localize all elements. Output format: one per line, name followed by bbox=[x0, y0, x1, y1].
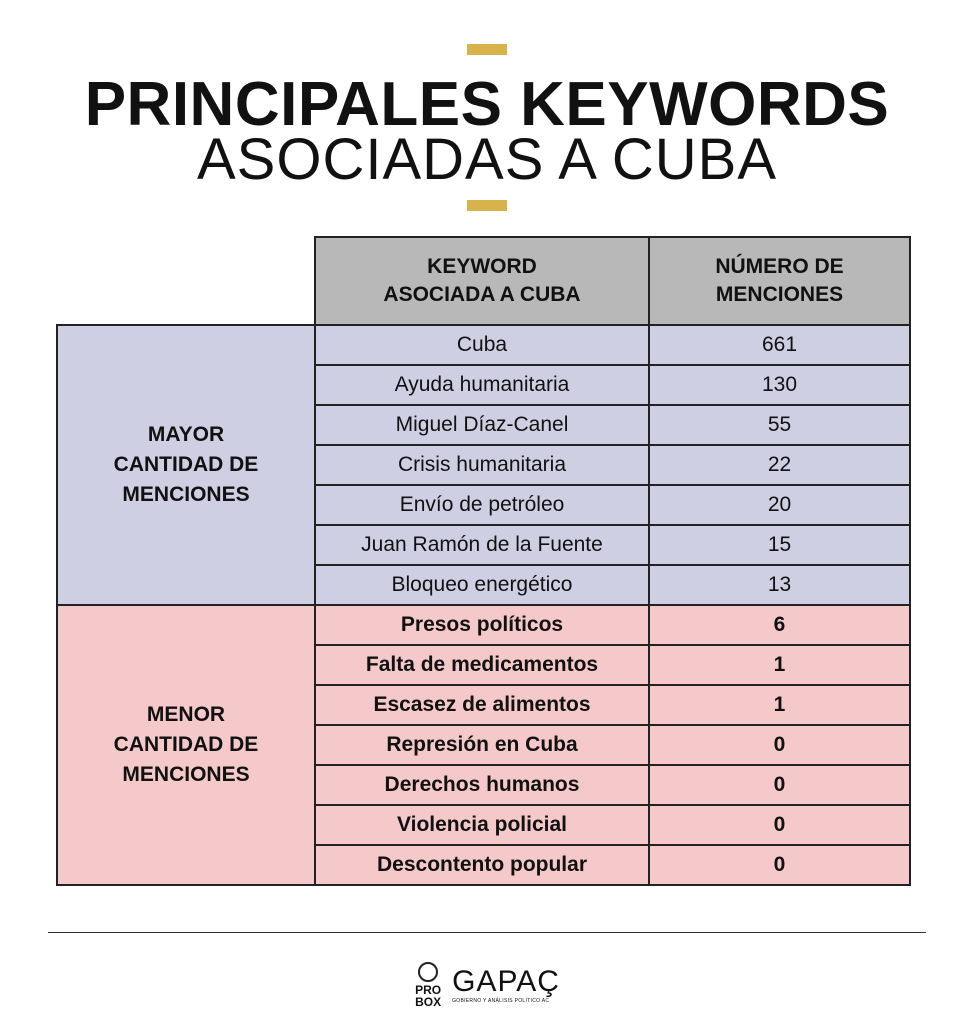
accent-bar-top bbox=[467, 44, 507, 55]
table-row bbox=[57, 605, 910, 645]
group-label-mayor: MAYOR CANTIDAD DE MENCIONES bbox=[57, 325, 315, 605]
probox-logo bbox=[414, 962, 442, 1008]
keyword-cell: Escasez de alimentos bbox=[315, 685, 649, 725]
mentions-cell: 13 bbox=[649, 565, 910, 605]
table-row bbox=[57, 325, 910, 365]
mentions-cell: 0 bbox=[649, 845, 910, 885]
probox-logo-top: PRO bbox=[415, 983, 442, 997]
mentions-cell: 661 bbox=[649, 325, 910, 365]
page-subtitle: ASOCIADAS A CUBA bbox=[196, 127, 778, 192]
header-mentions: NÚMERO DE MENCIONES bbox=[649, 237, 910, 325]
keyword-cell: Ayuda humanitaria bbox=[315, 365, 649, 405]
footer-divider bbox=[48, 932, 926, 933]
page-title: PRINCIPALES KEYWORDS bbox=[84, 70, 890, 139]
keyword-cell: Juan Ramón de la Fuente bbox=[315, 525, 649, 565]
mentions-cell: 6 bbox=[649, 605, 910, 645]
footer-logos bbox=[0, 962, 974, 1008]
group-label-menor: MENOR CANTIDAD DE MENCIONES bbox=[57, 605, 315, 885]
gapac-logo bbox=[452, 966, 560, 1004]
mentions-cell: 15 bbox=[649, 525, 910, 565]
mentions-cell: 130 bbox=[649, 365, 910, 405]
keyword-cell: Descontento popular bbox=[315, 845, 649, 885]
gapac-logo-text: GAPAÇ bbox=[452, 965, 560, 998]
keyword-cell: Miguel Díaz-Canel bbox=[315, 405, 649, 445]
keyword-cell: Presos políticos bbox=[315, 605, 649, 645]
table-corner-blank bbox=[57, 237, 315, 325]
keyword-cell: Bloqueo energético bbox=[315, 565, 649, 605]
keyword-cell: Envío de petróleo bbox=[315, 485, 649, 525]
keyword-cell: Represión en Cuba bbox=[315, 725, 649, 765]
mentions-cell: 0 bbox=[649, 805, 910, 845]
mentions-cell: 20 bbox=[649, 485, 910, 525]
probox-logo-bottom: BOX bbox=[415, 995, 442, 1009]
keyword-cell: Derechos humanos bbox=[315, 765, 649, 805]
header-keyword: KEYWORD ASOCIADA A CUBA bbox=[315, 237, 649, 325]
mentions-cell: 0 bbox=[649, 725, 910, 765]
keyword-cell: Violencia policial bbox=[315, 805, 649, 845]
keyword-cell: Crisis humanitaria bbox=[315, 445, 649, 485]
gapac-logo-subtitle: GOBIERNO Y ANÁLISIS POLÍTICO AC bbox=[452, 998, 550, 1004]
keyword-cell: Falta de medicamentos bbox=[315, 645, 649, 685]
keywords-table bbox=[56, 236, 911, 886]
probox-face-icon bbox=[418, 962, 438, 982]
mentions-cell: 1 bbox=[649, 645, 910, 685]
mentions-cell: 22 bbox=[649, 445, 910, 485]
mentions-cell: 0 bbox=[649, 765, 910, 805]
mentions-cell: 1 bbox=[649, 685, 910, 725]
mentions-cell: 55 bbox=[649, 405, 910, 445]
accent-bar-bottom bbox=[467, 200, 507, 211]
keyword-cell: Cuba bbox=[315, 325, 649, 365]
